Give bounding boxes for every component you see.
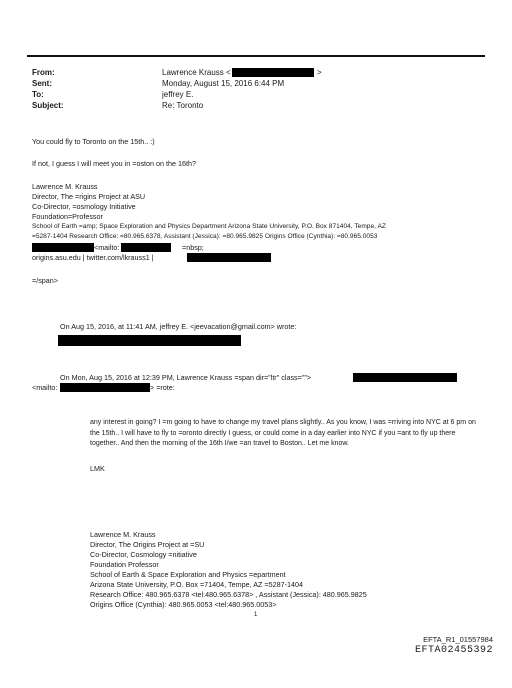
sig2-line-8: Origins Office (Cynthia): 480.965.0053 <tel:480.965.0053> <box>90 600 277 609</box>
redaction-from-email <box>232 68 314 77</box>
redaction-mailto-2 <box>60 383 150 392</box>
subject-value: Re: Toronto <box>162 101 204 110</box>
sig2-line-5: School of Earth & Space Exploration and Physics =epartment <box>90 570 286 579</box>
sig2-line-7: Research Office: 480.965.6378 <tel:480.965.6378> , Assistant (Jessica): 480.965.9825 <box>90 590 367 599</box>
quote-line-1: On Aug 15, 2016, at 11:41 AM, jeffrey E. <jeevacation@gmail.com> wrote: <box>60 322 297 331</box>
to-value: jeffrey E. <box>162 90 194 99</box>
body-line-2: If not, I guess I will meet you in =oston on the 16th? <box>32 159 197 168</box>
sig-line-6: =5287-1404 Research Office: =80.965.6378, Assistant (Jessica): =80.965.9825 Origins Office (Cynthia): =80.965.0053 <box>32 233 378 240</box>
sig-line-1: Lawrence M. Krauss <box>32 182 98 191</box>
sig2-line-4: Foundation Professor <box>90 560 159 569</box>
sig2-line-2: Director, The Origins Project at =SU <box>90 540 205 549</box>
mailto-1: <mailto: <box>94 243 120 252</box>
sent-value: Monday, August 15, 2016 6:44 PM <box>162 79 285 88</box>
subject-label: Subject: <box>32 101 64 110</box>
redaction-mailto-prefix <box>32 243 94 252</box>
span-close: =/span> <box>32 276 58 285</box>
sig-line-2: Director, The =rigins Project at ASU <box>32 192 146 201</box>
body-paragraph: any interest in going? I =m going to have to change my travel plans slightly.. As you know, I was =rriving into NYC at 6 pm on the 15th.. I will have to fly to =oronto directly I guess, or could come in a day earlier into NYC if you =ant to fly up there together.. And then the morning of the 16th I/we =an travel to Boston.. Let me know. <box>90 419 476 447</box>
body-line-1: You could fly to Toronto on the 15th.. :) <box>32 137 155 146</box>
sig-line-5: School of Earth =amp; Space Exploration and Physics Department Arizona State University, P.O. Box 871404, Tempe, AZ <box>32 223 386 230</box>
from-label: From: <box>32 68 55 77</box>
lmk-text: LMK <box>90 464 105 473</box>
links-line: origins.asu.edu | twitter.com/lkrauss1 | <box>32 253 154 262</box>
from-tail: > <box>317 68 322 77</box>
sig-line-3: Co-Director, =osmology Initiative <box>32 202 136 211</box>
rote-text: > =rote: <box>150 383 175 392</box>
mailto-2: <mailto: <box>32 383 58 392</box>
header-rule <box>27 55 485 57</box>
sig2-line-1: Lawrence M. Krauss <box>90 530 156 539</box>
quote-line-2: On Mon, Aug 15, 2016 at 12:39 PM, Lawrence Krauss =span dir="ltr" class=""> <box>60 373 312 382</box>
sig2-line-6: Arizona State University, P.O. Box =71404, Tempe, AZ =5287-1404 <box>90 580 303 589</box>
nbsp-text: =nbsp; <box>182 243 204 252</box>
sig-line-4: Foundation=Professor <box>32 212 103 221</box>
sent-label: Sent: <box>32 79 52 88</box>
from-value: Lawrence Krauss < <box>162 68 231 77</box>
footer-id-2: EFTA02455392 <box>414 645 493 656</box>
redaction-mailto-1 <box>121 243 171 252</box>
to-label: To: <box>32 90 44 99</box>
redaction-quote-1 <box>58 335 241 346</box>
footer-id-1: EFTA_R1_01557984 <box>423 635 493 644</box>
redaction-quote-2 <box>353 373 457 382</box>
page-number: 1 <box>254 612 258 618</box>
sig2-line-3: Co-Director, Cosmology =nitiative <box>90 550 197 559</box>
redaction-links <box>187 253 271 262</box>
